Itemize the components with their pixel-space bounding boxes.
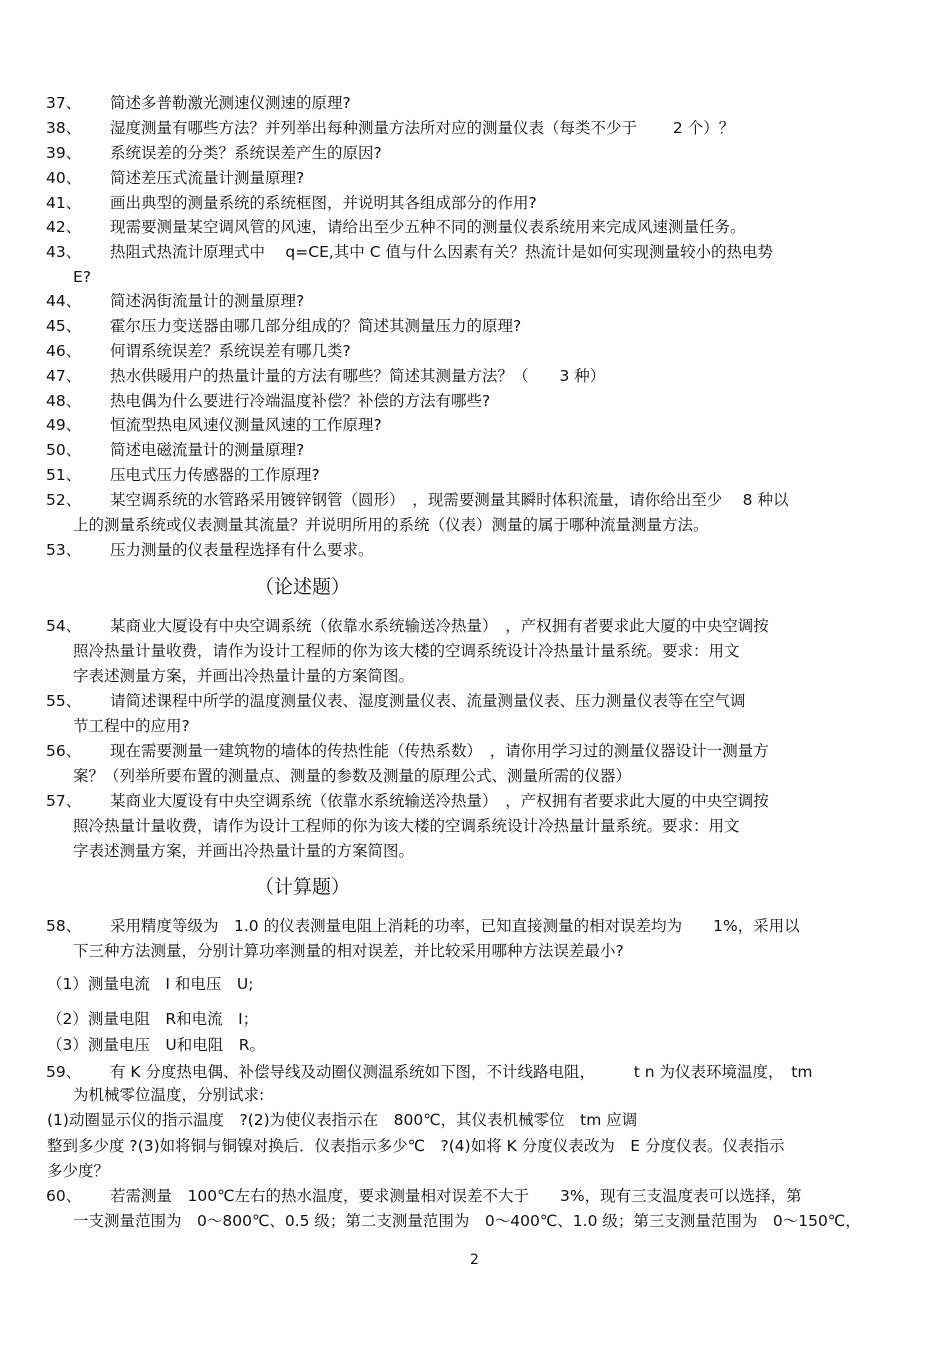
- question-text: 若需测量 100℃左右的热水温度，要求测量相对误差不大于 3%，现有三支温度表可以选择，第: [110, 1187, 802, 1205]
- question-text: 简述涡街流量计的测量原理?: [110, 292, 305, 310]
- question-number: 57、: [46, 792, 82, 810]
- question-text: 何谓系统误差？系统误差有哪几类?: [110, 342, 351, 360]
- question-text: 某空调系统的水管路采用镀锌钢管（圆形） ，现需要测量其瞬时体积流量，请你给出至少 8 种以: [110, 491, 789, 509]
- question-number: 53、: [46, 541, 82, 559]
- question-number: 47、: [46, 367, 82, 385]
- question-text: 系统误差的分类？系统误差产生的原因?: [110, 144, 382, 162]
- question-number: 50、: [46, 441, 82, 459]
- question-number: 37、: [46, 94, 82, 112]
- question-text: 简述电磁流量计的测量原理?: [110, 441, 305, 459]
- question-text-continued: E?: [73, 268, 92, 286]
- question-text: 湿度测量有哪些方法？并列举出每种测量方法所对应的测量仪表（每类不少于 2 个）？: [110, 119, 735, 137]
- question-number: 59、: [46, 1063, 82, 1081]
- section-heading-calculation: （计算题）: [255, 876, 351, 898]
- question-text: 热阻式热流计原理式中 q=CE,其中 C 值与什么因素有关？热流计是如何实现测量较小的热电势: [110, 243, 773, 261]
- question-number: 48、: [46, 392, 82, 410]
- question-number: 42、: [46, 218, 82, 236]
- question-text-continued: 整到多少度 ?(3)如将铜与铜镍对换后．仪表指示多少℃ ?(4)如将 K 分度仪表改为 E 分度仪表。仪表指示: [47, 1137, 785, 1155]
- question-number: 43、: [46, 243, 82, 261]
- question-text: 简述差压式流量计测量原理?: [110, 169, 305, 187]
- question-text: 采用精度等级为 1.0 的仪表测量电阻上消耗的功率，已知直接测量的相对误差均为 1%，采用以: [110, 917, 800, 935]
- question-text: 有 K 分度热电偶、补偿导线及动圈仪测温系统如下图，不计线路电阻， t n 为仪表环境温度， tm: [110, 1063, 813, 1081]
- question-number: 58、: [46, 917, 82, 935]
- question-text-continued: 字表述测量方案，并画出冷热量计量的方案简图。: [73, 842, 415, 860]
- question-text-continued: 多少度？: [47, 1162, 110, 1180]
- question-text: 现需要测量某空调风管的风速，请给出至少五种不同的测量仪表系统用来完成风速测量任务。: [110, 218, 746, 236]
- question-text: 某商业大厦设有中央空调系统（依靠水系统输送冷热量） ，产权拥有者要求此大厦的中央空调按: [110, 617, 769, 635]
- question-number: 55、: [46, 692, 82, 710]
- sub-item: （3）测量电压 U和电阻 R。: [47, 1036, 265, 1054]
- question-text: 恒流型热电风速仪测量风速的工作原理?: [110, 416, 382, 434]
- question-text-continued: 照冷热量计量收费，请作为设计工程师的你为该大楼的空调系统设计冷热量计量系统。要求：用文: [73, 642, 740, 660]
- question-number: 51、: [46, 466, 82, 484]
- question-number: 40、: [46, 169, 82, 187]
- question-number: 41、: [46, 194, 82, 212]
- question-text: 热水供暖用户的热量计量的方法有哪些？简述其测量方法？（ 3 种）: [110, 367, 606, 385]
- question-number: 45、: [46, 317, 82, 335]
- question-text-continued: 节工程中的应用?: [73, 717, 190, 735]
- sub-item: （2）测量电阻 R和电流 I；: [47, 1010, 259, 1028]
- question-text-continued: 字表述测量方案，并画出冷热量计量的方案简图。: [73, 667, 415, 685]
- question-number: 49、: [46, 416, 82, 434]
- question-text-continued: 案？（列举所要布置的测量点、测量的参数及测量的原理公式、测量所需的仪器）: [73, 767, 632, 785]
- question-number: 46、: [46, 342, 82, 360]
- question-number: 60、: [46, 1187, 82, 1205]
- question-number: 52、: [46, 491, 82, 509]
- question-number: 54、: [46, 617, 82, 635]
- section-heading-essay: （论述题）: [255, 576, 351, 598]
- question-text: 霍尔压力变送器由哪几部分组成的？简述其测量压力的原理?: [110, 317, 522, 335]
- page-number: 2: [470, 1252, 479, 1268]
- question-number: 44、: [46, 292, 82, 310]
- question-text-continued: 上的测量系统或仪表测量其流量？并说明所用的系统（仪表）测量的属于哪种流量测量方法。: [73, 516, 709, 534]
- question-text: 压力测量的仪表量程选择有什么要求。: [110, 541, 374, 559]
- question-text: 现在需要测量一建筑物的墙体的传热性能（传热系数） ，请你用学习过的测量仪器设计一测量方: [110, 742, 769, 760]
- question-text: 请简述课程中所学的温度测量仪表、湿度测量仪表、流量测量仪表、压力测量仪表等在空气调: [110, 692, 746, 710]
- question-text-continued: 下三种方法测量，分别计算功率测量的相对误差，并比较采用哪种方法误差最小?: [73, 942, 624, 960]
- question-text: 某商业大厦设有中央空调系统（依靠水系统输送冷热量） ，产权拥有者要求此大厦的中央空调按: [110, 792, 769, 810]
- question-text-continued: 为机械零位温度，分别试求:: [73, 1086, 265, 1104]
- question-text: 热电偶为什么要进行冷端温度补偿？补偿的方法有哪些?: [110, 392, 491, 410]
- question-number: 38、: [46, 119, 82, 137]
- question-number: 56、: [46, 742, 82, 760]
- question-text-continued: 照冷热量计量收费，请作为设计工程师的你为该大楼的空调系统设计冷热量计量系统。要求：用文: [73, 817, 740, 835]
- question-text-continued: 一支测量范围为 0～800℃、0.5 级；第二支测量范围为 0～400℃、1.0 级；第三支测量范围为 0～150℃，: [73, 1212, 861, 1230]
- question-number: 39、: [46, 144, 82, 162]
- question-text: 压电式压力传感器的工作原理?: [110, 466, 320, 484]
- question-text-continued: (1)动圈显示仪的指示温度 ?(2)为使仪表指示在 800℃，其仪表机械零位 tm 应调: [47, 1111, 638, 1129]
- sub-item: （1）测量电流 I 和电压 U;: [47, 975, 254, 993]
- question-text: 画出典型的测量系统的系统框图，并说明其各组成部分的作用?: [110, 194, 537, 212]
- question-text: 简述多普勒激光测速仪测速的原理?: [110, 94, 351, 112]
